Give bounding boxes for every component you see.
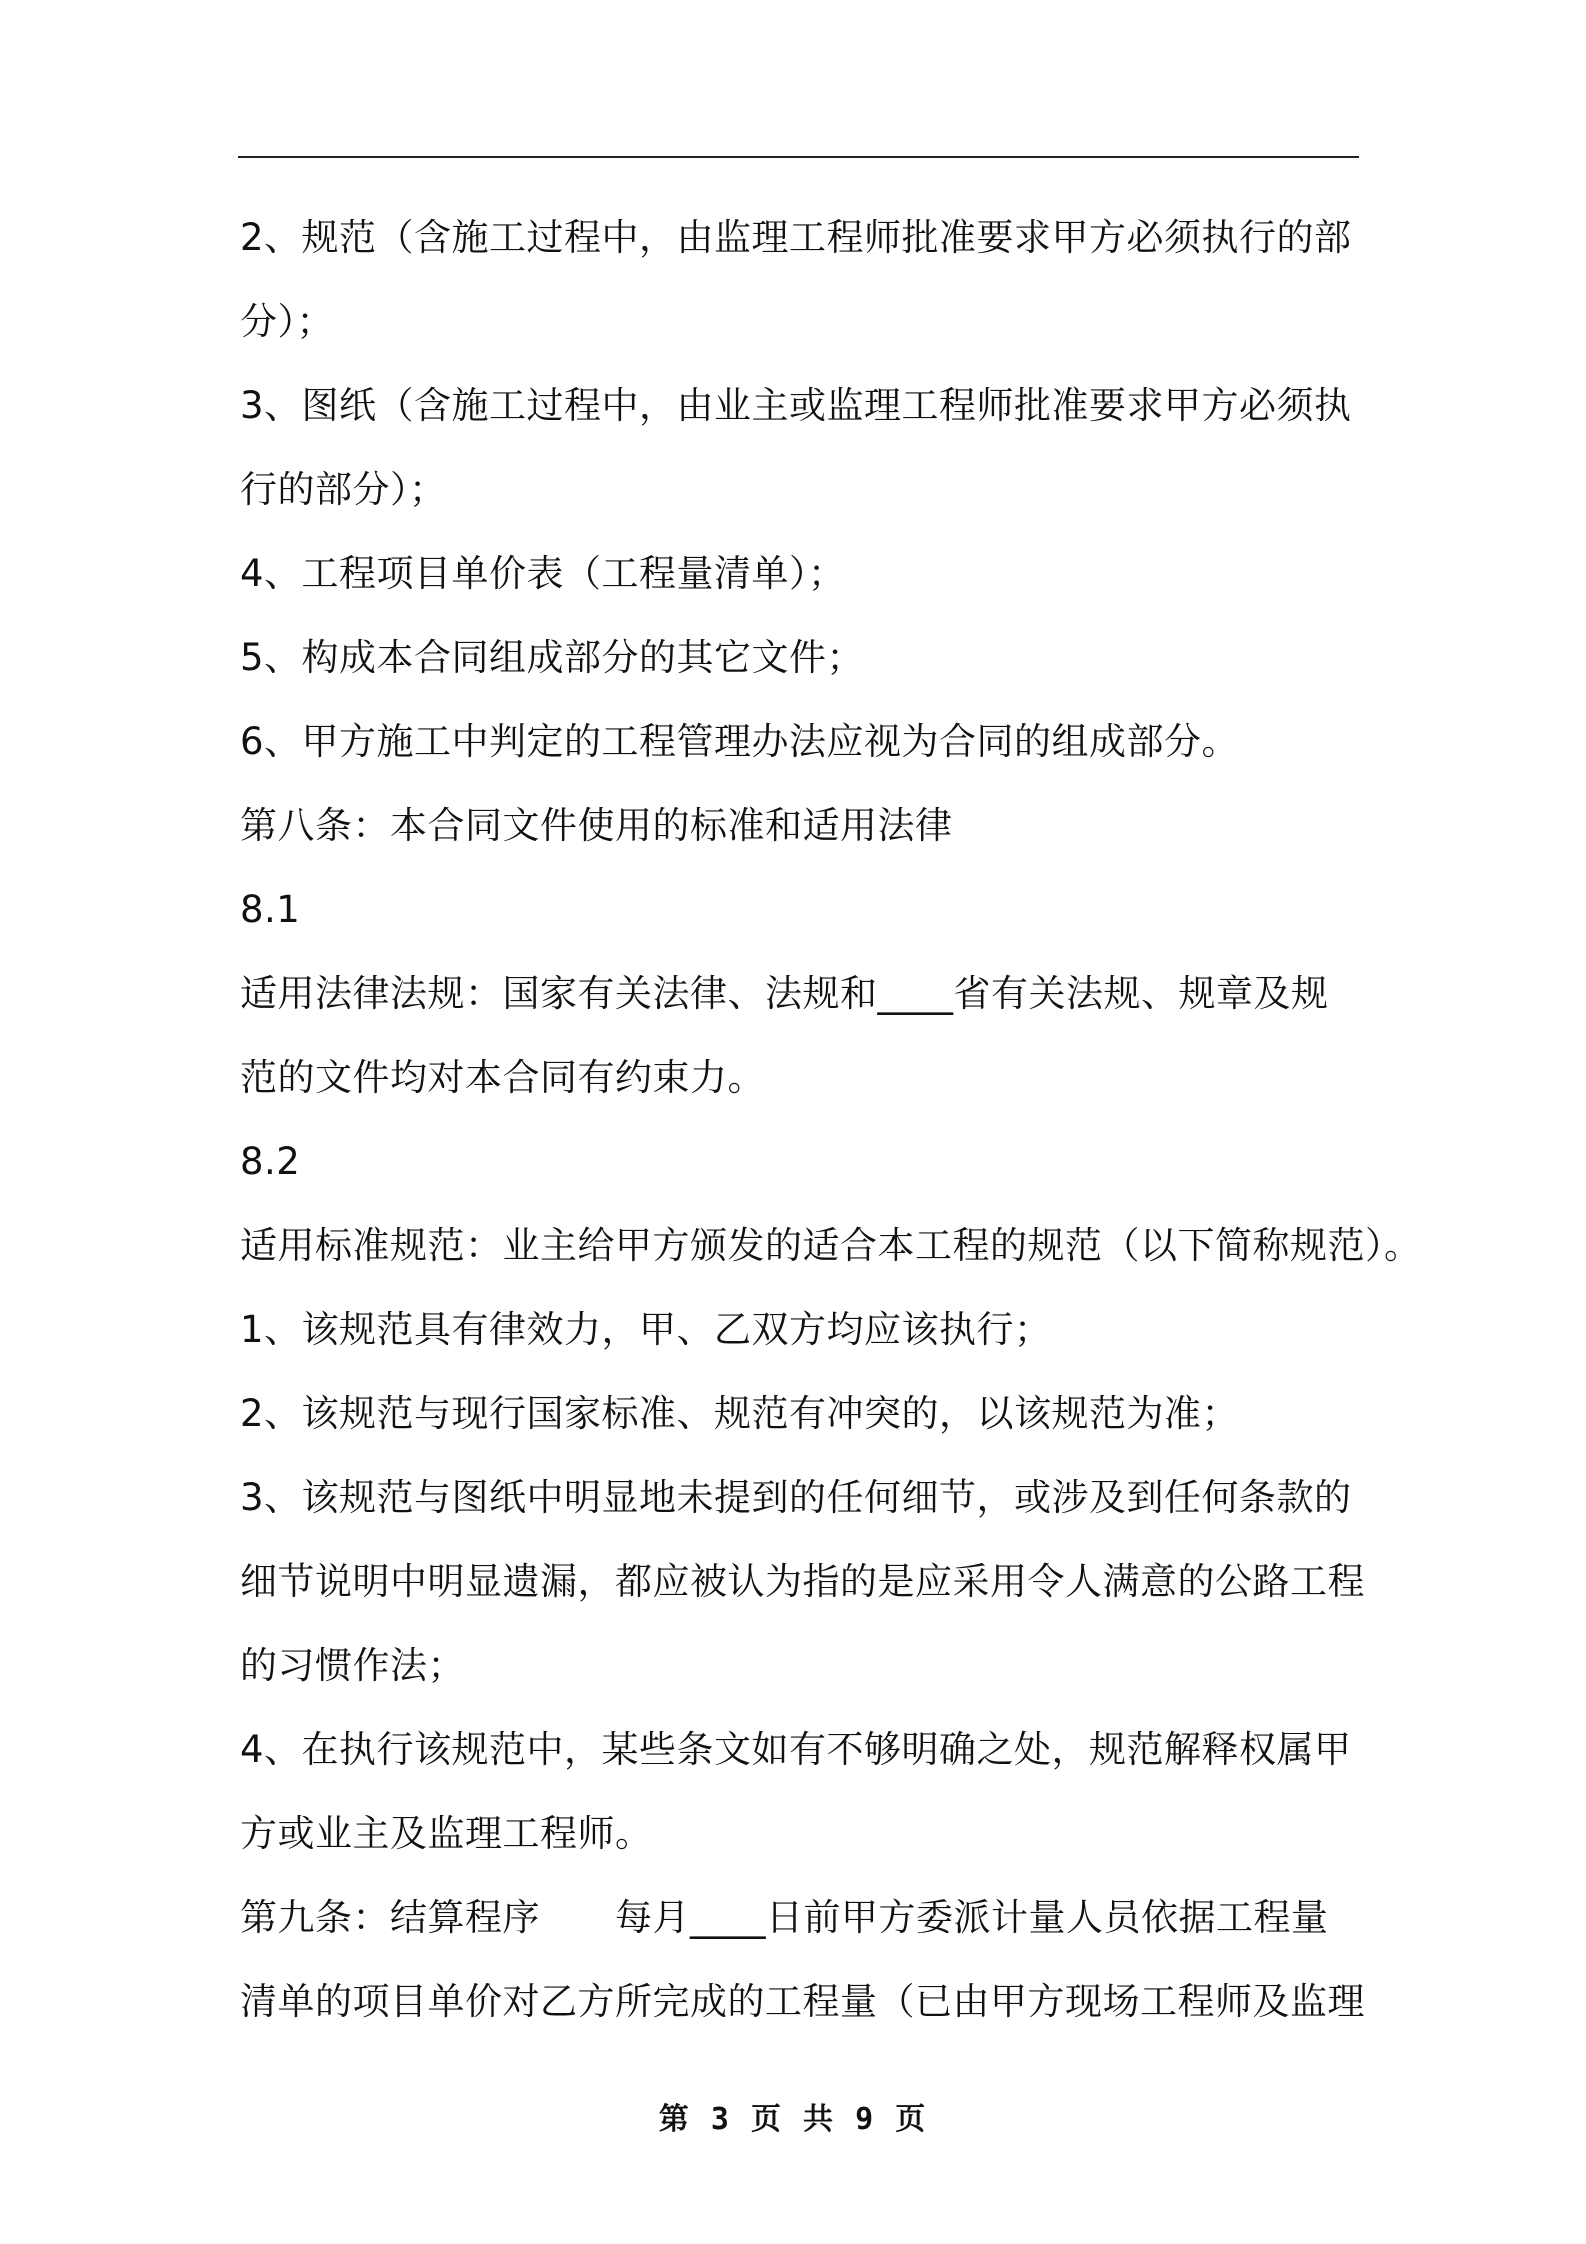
text-line: 2、规范（含施工过程中，由监理工程师批准要求甲方必须执行的部 [240,216,1352,259]
page-number-footer: 第 3 页 共 9 页 [658,2102,928,2137]
text-line: 4、工程项目单价表（工程量清单）； [240,552,846,595]
section-heading: 第八条：本合同文件使用的标准和适用法律 [240,804,953,847]
text-line: 行的部分）； [240,468,447,511]
header-rule [238,156,1359,158]
text-line: 清单的项目单价对乙方所完成的工程量（已由甲方现场工程师及监理 [240,1980,1365,2023]
text-line: 3、图纸（含施工过程中，由业主或监理工程师批准要求甲方必须执 [240,384,1352,427]
text-line: 3、该规范与图纸中明显地未提到的任何细节，或涉及到任何条款的 [240,1476,1352,1519]
text-line: 适用标准规范：业主给甲方颁发的适合本工程的规范（以下简称规范）。 [240,1224,1422,1267]
clause-number: 8.2 [240,1140,301,1183]
text-line: 分）； [240,300,334,343]
text-line: 细节说明中明显遗漏，都应被认为指的是应采用令人满意的公路工程 [240,1560,1365,1603]
text-line: 适用法律法规：国家有关法律、法规和____省有关法规、规章及规 [240,972,1329,1015]
clause-number: 8.1 [240,888,301,931]
text-line: 范的文件均对本合同有约束力。 [240,1056,765,1099]
text-line: 的习惯作法； [240,1644,465,1687]
section-heading: 第九条：结算程序 每月____日前甲方委派计量人员依据工程量 [240,1896,1329,1939]
text-line: 1、该规范具有律效力，甲、乙双方均应该执行； [240,1308,1052,1351]
document-body [240,196,1422,2044]
text-line: 方或业主及监理工程师。 [240,1812,653,1855]
text-line: 2、该规范与现行国家标准、规范有冲突的，以该规范为准； [240,1392,1240,1435]
text-line: 6、甲方施工中判定的工程管理办法应视为合同的组成部分。 [240,720,1240,763]
text-line: 4、在执行该规范中，某些条文如有不够明确之处，规范解释权属甲 [240,1728,1352,1771]
text-line: 5、构成本合同组成部分的其它文件； [240,636,865,679]
